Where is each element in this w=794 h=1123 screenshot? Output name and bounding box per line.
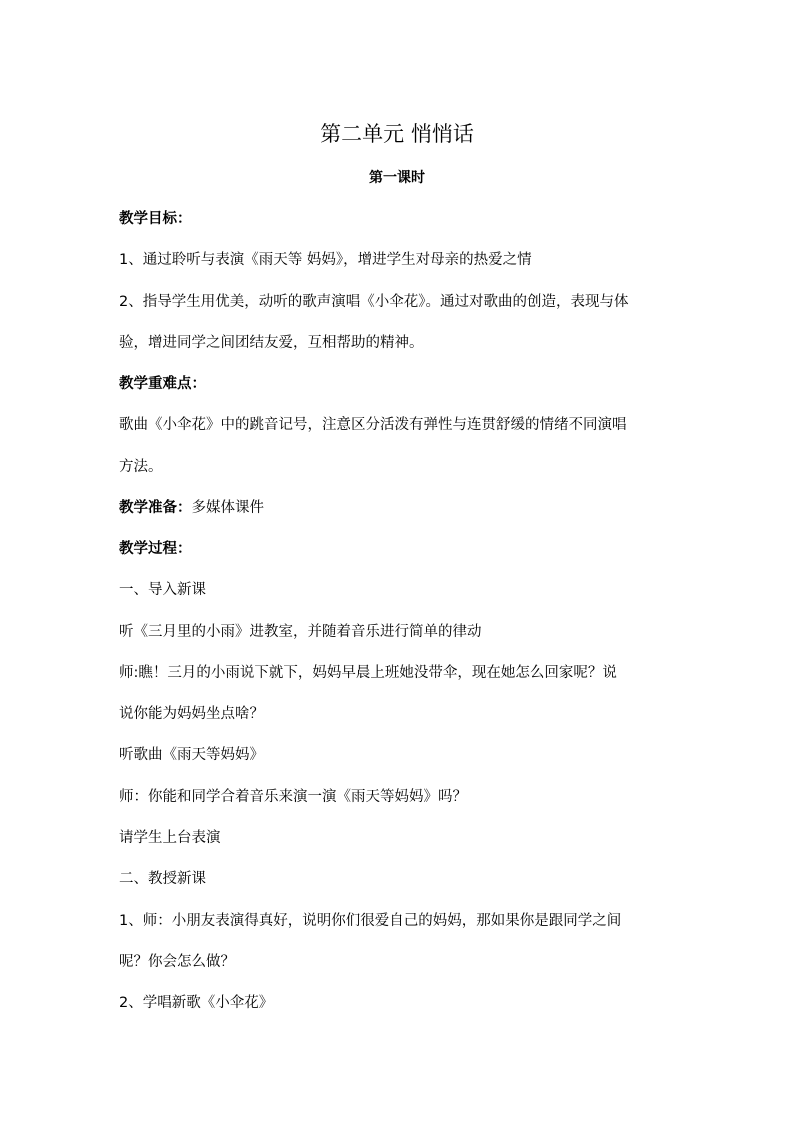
line-text: 多媒体课件 [191,500,264,516]
heading-teaching-prep [119,496,679,520]
paragraph-line [119,248,679,272]
paragraph-line [119,991,679,1015]
line-text: 说你能为妈妈坐点啥？ [119,706,264,722]
line-text: 一、导入新课 [119,582,206,598]
line-text: 二、教授新课 [119,871,206,887]
heading-key-difficulties [119,372,679,396]
line-text: 1、通过聆听与表演《雨天等 妈妈》，增进学生对母亲的热爱之情 [119,252,532,268]
line-text: 方法。 [119,459,163,475]
paragraph-line [119,743,679,767]
line-bold: 教学重难点： [119,376,206,392]
lesson-subtitle: 第一课时 [369,170,425,186]
paragraph-line [119,909,679,933]
paragraph-line [119,661,679,685]
line-text: 2、学唱新歌《小伞花》 [119,995,274,1011]
paragraph-line [119,331,679,355]
line-bold: 教学过程： [119,541,192,557]
section-heading-new-lesson [119,867,679,891]
line-text: 请学生上台表演 [119,830,221,846]
page-title: 第二单元 悄悄话 [320,122,474,146]
paragraph-line [119,702,679,726]
heading-teaching-goals [119,207,679,231]
paragraph-line [119,455,679,479]
paragraph-line [119,785,679,809]
line-bold: 教学目标： [119,211,192,227]
paragraph-line [119,950,679,974]
line-text: 2、指导学生用优美，动听的歌声演唱《小伞花》。通过对歌曲的创造，表现与体 [119,294,629,310]
paragraph-line [119,290,679,314]
heading-teaching-process [119,537,679,561]
line-text: 验，增进同学之间团结友爱，互相帮助的精神。 [119,335,424,351]
line-text: 1、师：小朋友表演得真好，说明你们很爱自己的妈妈，那如果你是跟同学之间 [119,913,622,929]
paragraph-line [119,826,679,850]
line-text: 歌曲《小伞花》中的跳音记号，注意区分活泼有弹性与连贯舒缓的情绪不同演唱 [119,417,627,433]
line-text: 听《三月里的小雨》进教室，并随着音乐进行简单的律动 [119,624,482,640]
line-text: 师：你能和同学合着音乐来演一演《雨天等妈妈》吗？ [119,789,467,805]
paragraph-line [119,413,679,437]
line-text: 呢？你会怎么做？ [119,954,235,970]
paragraph-line [119,620,679,644]
line-text: 师:瞧！三月的小雨说下就下，妈妈早晨上班她没带伞，现在她怎么回家呢？说 [119,665,617,681]
line-bold: 教学准备： [119,500,192,516]
section-heading-intro [119,578,679,602]
line-text: 听歌曲《雨天等妈妈》 [119,747,264,763]
